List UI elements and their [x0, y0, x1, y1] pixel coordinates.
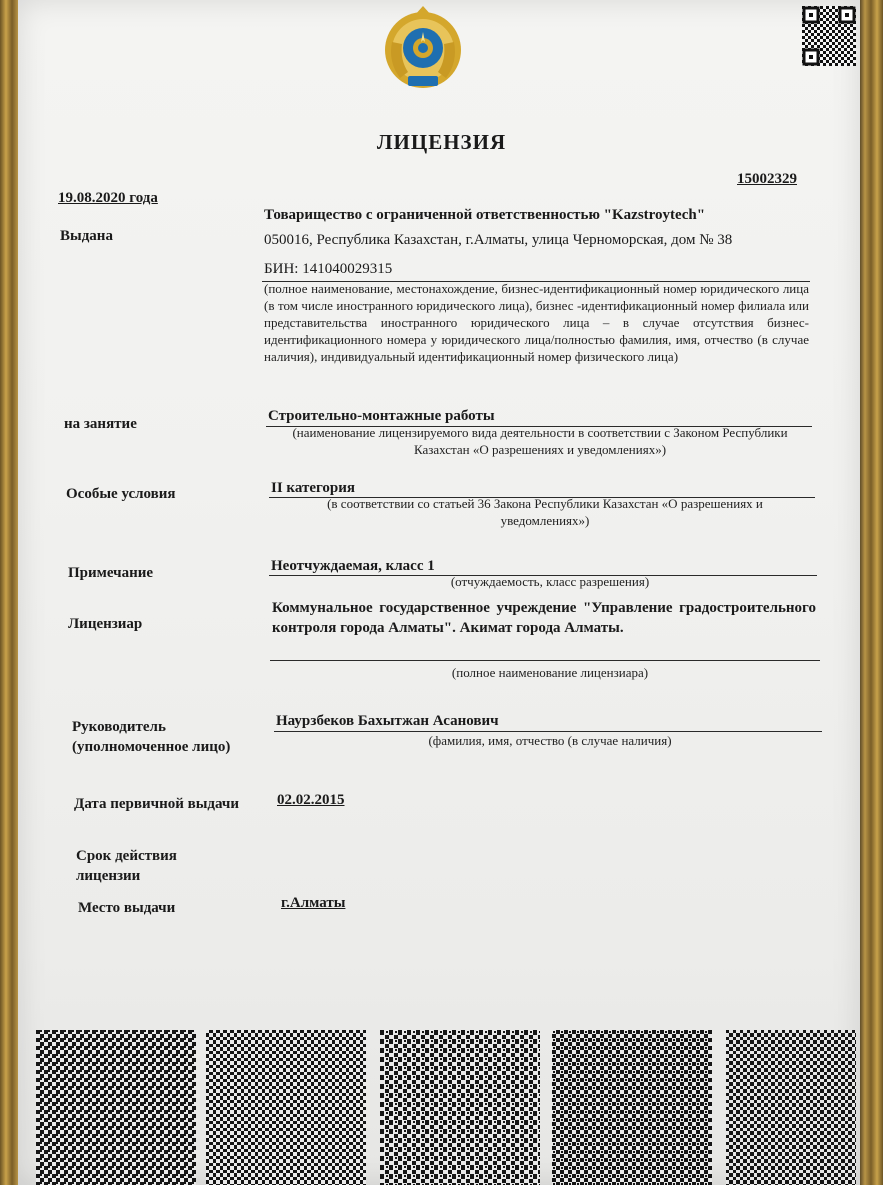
head-label: Руководитель [72, 719, 166, 735]
document-title: ЛИЦЕНЗИЯ [376, 130, 507, 154]
activity-value: Строительно-монтажные работы [268, 408, 495, 424]
place-label: Место выдачи [78, 900, 176, 916]
licensor-label: Лицензиар [68, 616, 143, 632]
licensor-value: Коммунальное государственное учреждение "Управление градостроительного контроля города Алматы". Акимат города Алматы. [272, 600, 816, 636]
qr-code-icon [802, 6, 856, 66]
activity-hint: (наименование лицензируемого вида деятельности в соответствии с Законом Республики Казахстан «О разрешениях и уведомлениях») [292, 425, 788, 457]
conditions-label: Особые условия [66, 486, 176, 502]
licensor-hint: (полное наименование лицензиара) [451, 665, 649, 680]
license-document [18, 0, 860, 1185]
state-emblem-icon [378, 2, 468, 94]
conditions-hint: (в соответствии со статьей 36 Закона Республики Казахстан «О разрешениях и уведомлениях») [327, 496, 763, 528]
activity-label: на занятие [64, 416, 137, 432]
head-label-sub: (уполномоченное лицо) [72, 739, 231, 755]
divider [270, 660, 820, 661]
issue-date: 19.08.2020 года [58, 190, 158, 206]
licensee-address: 050016, Республика Казахстан, г.Алматы, улица Черноморская, дом № 38 [264, 232, 733, 248]
licensee-name: Товарищество с ограниченной ответственностью "Kazstroytech" [264, 207, 706, 223]
head-hint: (фамилия, имя, отчество (в случае наличия) [428, 733, 672, 748]
head-value: Наурзбеков Бахытжан Асанович [276, 713, 499, 729]
qr-code-icon [206, 1030, 366, 1185]
licensee-bin: БИН: 141040029315 [264, 261, 393, 277]
license-number: 15002329 [737, 171, 797, 187]
note-value: Неотчуждаемая, класс 1 [271, 558, 435, 574]
note-label: Примечание [68, 565, 154, 581]
conditions-value: II категория [271, 480, 356, 496]
validity-label-sub: лицензии [76, 868, 141, 884]
picture-frame-right [857, 0, 883, 1185]
validity-label: Срок действия [76, 848, 177, 864]
qr-code-icon [552, 1030, 712, 1185]
place-value: г.Алматы [281, 895, 346, 911]
qr-code-icon [726, 1030, 856, 1185]
first-issue-label: Дата первичной выдачи [74, 796, 240, 812]
qr-code-icon [380, 1030, 540, 1185]
issued-label: Выдана [60, 228, 113, 244]
licensee-hint: (полное наименование, местонахождение, бизнес-идентификационный номер юридического лица (в том числе иностранного юридического лица), бизнес -идентификационный номер филиала или представительства иностранного юридического лица – в случае отсутствия бизнес-идентификационного номера у юридического лица/полностью фамилия, имя, отчество (в случае наличия), индивидуальный идентификационный номер физического лица) [264, 281, 809, 364]
qr-code-icon [36, 1030, 196, 1185]
first-issue-value: 02.02.2015 [277, 792, 345, 808]
note-hint: (отчуждаемость, класс разрешения) [450, 574, 650, 589]
